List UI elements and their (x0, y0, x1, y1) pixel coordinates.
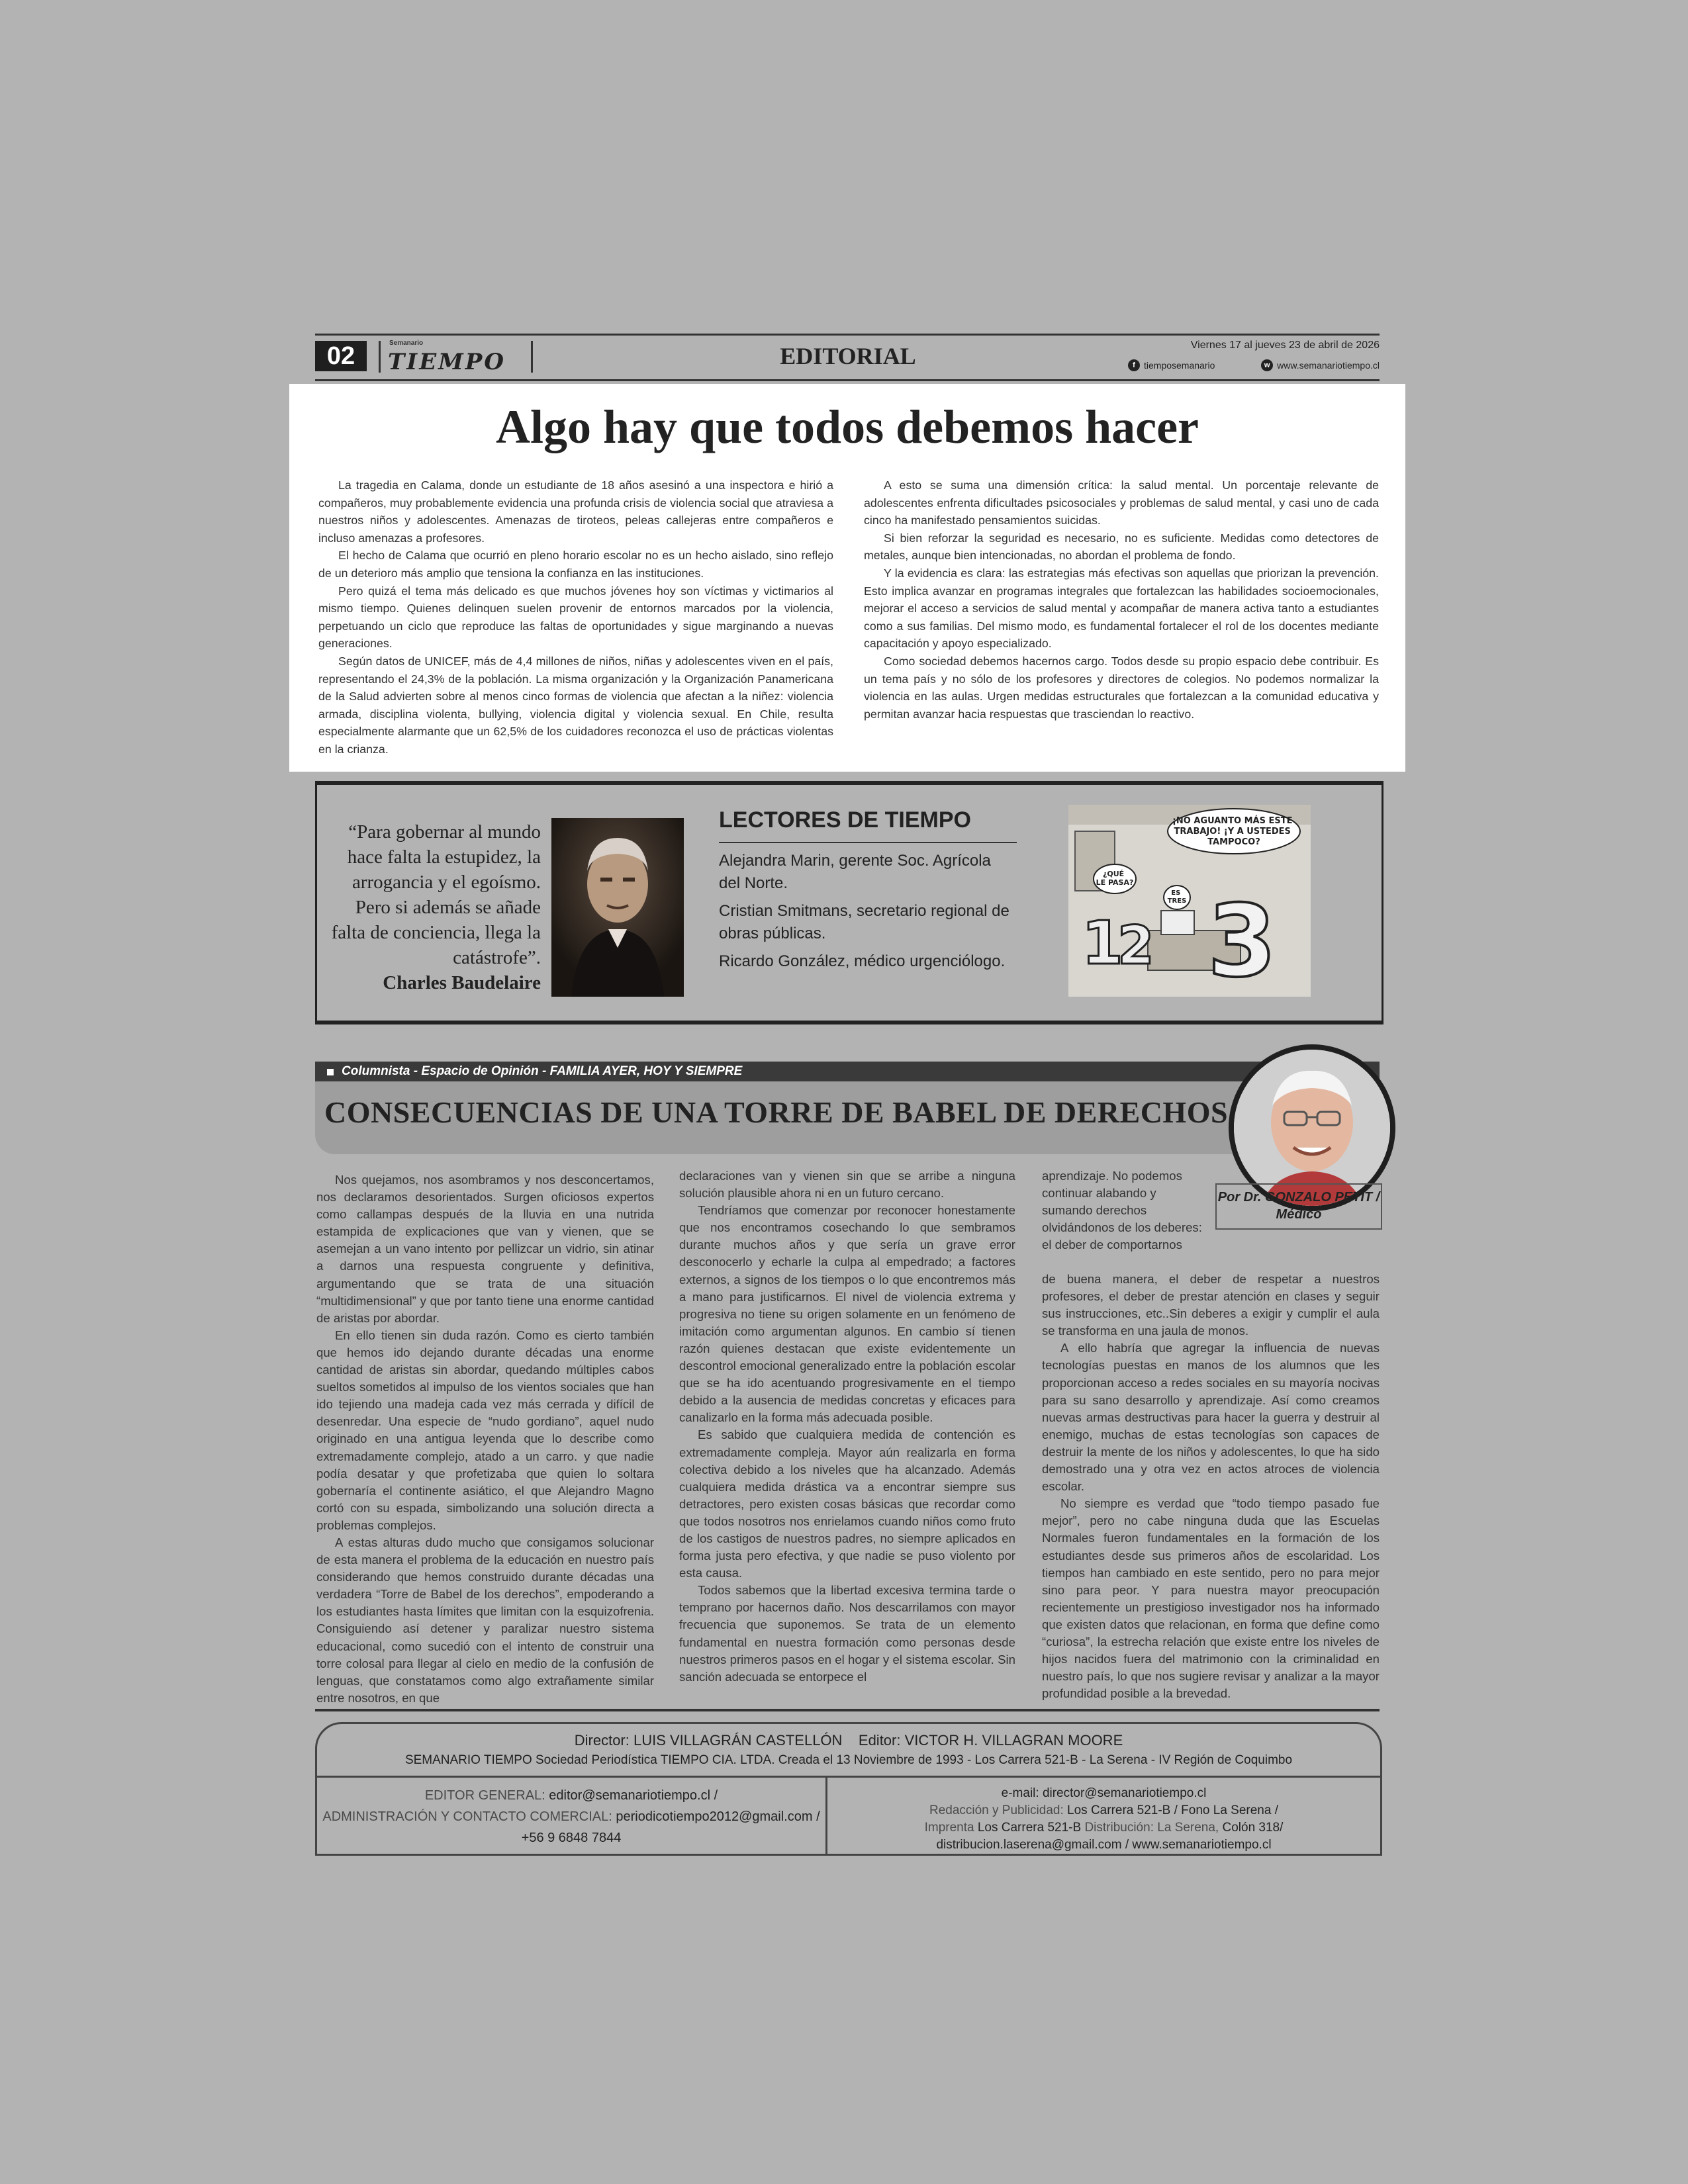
editor: Editor: VICTOR H. VILLAGRAN MOORE (858, 1732, 1123, 1749)
admin-label: ADMINISTRACIÓN Y CONTACTO COMERCIAL: (322, 1809, 612, 1824)
imprenta-address: Los Carrera 521-B (977, 1821, 1082, 1835)
distribucion-address: Colón 318/ (1222, 1821, 1284, 1835)
distribucion-web: distribucion.laserena@gmail.com / www.semanariotiempo.cl (936, 1838, 1272, 1852)
list-item: Ricardo González, médico urgenciólogo. (719, 952, 1006, 970)
lectores-title: LECTORES DE TIEMPO (719, 807, 971, 833)
social-handle-text: tiemposemanario (1144, 360, 1215, 371)
opinion-column-2 (679, 1167, 1015, 1686)
paragraph: Pero quizá el tema más delicado es que muchos jóvenes hoy son víctimas y victimarios al mismo tiempo. Quienes delinquen suelen provenir de entornos marcados por la violencia, perpetuando un ciclo que reproduce las faltas de oportunidades y sigue marginando a nuevas generaciones. (318, 584, 833, 651)
paragraph: Si bien reforzar la seguridad es necesario, no es suficiente. Medidas como detectores de metales, aunque bien intencionadas, no abordan el problema de fondo. (864, 531, 1379, 563)
opinion-column-3-narrow (1042, 1167, 1203, 1253)
director-email: e-mail: director@semanariotiempo.cl (1001, 1786, 1207, 1800)
opinion-title-band (315, 1081, 1380, 1154)
paragraph: Nos quejamos, nos asombramos y nos desconcertamos, nos declaramos desorientados. Surgen oficiosos expertos como callampas después de la lluvia en una nutrida estampida de explicaciones que van y vienen, que se asemejan a un vano intento por pellizcar un vidrio, sin atinar a darnos una respuesta congruente y definitiva, argumentando que se trata de una situación “multidimensional” y que por tanto tiene una enorme cantidad de aristas por abordar. (316, 1173, 654, 1325)
svg-text:1: 1 (1082, 909, 1123, 978)
quote-lectores-strip (315, 781, 1383, 1024)
section-title: EDITORIAL (780, 343, 916, 369)
footer-divider (315, 1709, 1380, 1711)
editorial-title: Algo hay que todos debemos hacer (495, 400, 1199, 453)
redaccion-label: Redacción y Publicidad: (929, 1803, 1064, 1817)
director: Director: LUIS VILLAGRÁN CASTELLÓN (574, 1732, 843, 1749)
contact-left (317, 1785, 825, 1848)
editorial-block (289, 384, 1405, 772)
social-handle (1128, 359, 1215, 371)
redaccion-address: Los Carrera 521-B / Fono La Serena / (1067, 1803, 1279, 1817)
author-byline (1215, 1183, 1382, 1230)
admin-email: periodicotiempo2012@gmail.com / (616, 1809, 820, 1824)
contact-right (827, 1785, 1380, 1854)
bullet-icon (327, 1069, 334, 1075)
paragraph: Y la evidencia es clara: las estrategias más efectivas son aquellas que priorizan la prevención. Esto implica avanzar en programas integrales que fortalezcan las habilidades socioemocionales, mejorar el acceso a servicios de salud mental y acompañar de manera activa tanto a estudiantes como a sus familias. Del mismo modo, es fundamental fortalecer el rol de los docentes mediante capacitación y apoyo especializado. (864, 566, 1379, 651)
paragraph: La tragedia en Calama, donde un estudiante de 18 años asesinó a una inspectora e hirió a compañeros, muy probablemente evidencia una profunda crisis de violencia social que atraviesa a nuestros niños y adolescentes. Amenazas de tiroteos, peleas callejeras entre compañeros e incluso amenazas a profesores. (318, 478, 833, 545)
website-text: www.semanariotiempo.cl (1277, 360, 1380, 371)
facebook-icon: f (1128, 359, 1140, 371)
quote-author: Charles Baudelaire (383, 972, 541, 993)
svg-text:3: 3 (1207, 884, 1277, 997)
paragraph: Tendríamos que comenzar por reconocer honestamente que nos encontramos cosechando lo que sembramos durante muchos años y que sería un grave error desconocerlo y echarle la culpa al empedrado; a factores externos, a signos de los tiempos o lo que encontremos más a mano para justificarnos. El nivel de violencia extrema y progresiva no tiene su origen solamente en un fenómeno de imitación como argumentan algunos. En cambio sí tienen razón quienes destacan que existe evidentemente un descontrol emocional generalizado entre la población escolar que se ha ido acentuando progresivamente en el tiempo debido a la ausencia de medidas concretas y eficaces para canalizarlo en la forma más adecuada posible. (679, 1203, 1015, 1425)
svg-text:2: 2 (1117, 915, 1154, 976)
paragraph: El hecho de Calama que ocurrió en pleno horario escolar no es un hecho aislado, sino reflejo de un deterioro más amplio que tensiona la confianza en las instituciones. (318, 549, 833, 580)
editor-general-label: EDITOR GENERAL: (424, 1788, 545, 1803)
imprenta-label: Imprenta (924, 1821, 974, 1835)
list-item: Alejandra Marin, gerente Soc. Agrícola del Norte. (719, 852, 991, 892)
distribucion-label: Distribución: La Serena, (1084, 1821, 1219, 1835)
paragraph: A ello habría que agregar la influencia de nuevas tecnologías puestas en manos de los alumnos que les proporcionan acceso a redes sociales en su mayoría nocivas para su sano desarrollo y aprendizaje. Así como creamos nuevas armas destructivas para hacer la guerra y destruir al enemigo, muchas de estas tecnologías son capaces de destruir la mente de los niños y adolescentes, lo que ha sido demostrado una y otra vez en actos atroces de violencia escolar. (1042, 1341, 1380, 1494)
list-item: Cristian Smitmans, secretario regional de obras públicas. (719, 902, 1009, 942)
divider (719, 842, 1017, 843)
paragraph: A estas alturas dudo mucho que consigamos solucionar de esta manera el problema de la educación en nuestro país considerando que hemos construido durante décadas una verdadera “Torre de Babel de los derechos”, empoderando a los estudiantes hasta límites que limitan con la esquizofrenia. Consiguiendo así detener y paralizar nuestro sistema educacional, como sucedió con el intento de construir una torre colosal para llegar al cielo en medio de la confusión de lenguas, que constatamos como algo extrañamente similar entre nosotros, en que (316, 1535, 654, 1705)
paragraph: No siempre es verdad que “todo tiempo pasado fue mejor”, pero no cabe ninguna duda que las Escuelas Normales fueron fundamentales en la formación de los estudiantes desde sus primeros años de escolaridad. Los tiempos han cambiado en este sentido, pero no para mejor sino para peor. Y para nuestra mayor preocupación recientemente un prestigioso investigador nos ha informado que existen datos que relacionan, en forma que define como “curiosa”, la estrecha relación que existe entre los niveles de hijos nacidos fuera del matrimonio con la criminalidad en nuestro país, lo que nos sugiere revisar y analizar a la mayor profundidad posible a la brevedad. (1042, 1496, 1380, 1701)
paragraph: Según datos de UNICEF, más de 4,4 millones de niños, niñas y adolescentes viven en el país, representando el 24,3% de la población. La misma organización y la Organización Panamericana de la Salud advierten sobre al menos cinco formas de violencia que afectan a la niñez: violencia armada, disciplina violenta, bullying, violencia digital y violencia sexual. En Chile, resulta especialmente alarmante que un 62,5% de los cuidadores reconozca el uso de prácticas violentas en la crianza. (318, 654, 833, 756)
paragraph: declaraciones van y vienen sin que se arribe a ninguna solución plausible ahora ni en un futuro cercano. (679, 1169, 1015, 1201)
page-number: 02 (315, 341, 367, 371)
cartoon (1068, 805, 1311, 997)
phone: +56 9 6848 7844 (521, 1831, 622, 1845)
masthead-footer (315, 1722, 1382, 1856)
page-header (315, 334, 1380, 381)
brand-subtitle: Semanario (389, 340, 424, 347)
columnist-bar-text: Columnista - Espacio de Opinión - FAMILIA AYER, HOY Y SIEMPRE (342, 1064, 743, 1078)
cartoon-bubble-main: ¡NO AGUANTO MÁS ESTE TRABAJO! ¡Y A USTEDES TAMPOCO? (1172, 816, 1293, 847)
quote (330, 819, 541, 995)
editor-general-email: editor@semanariotiempo.cl / (549, 1788, 718, 1803)
company-line: SEMANARIO TIEMPO Sociedad Periodística TIEMPO CIA. LTDA. Creada el 13 Noviembre de 1993 - Los Carrera 521-B - La Serena - IV Región de Coquimbo (404, 1753, 1293, 1767)
columnist-bar (315, 1062, 1380, 1081)
editorial-column-right (864, 477, 1379, 723)
cartoon-bubble-left: ¿QUÉ LE PASA? (1096, 870, 1134, 887)
brand-divider (531, 341, 533, 373)
cartoon-bubble-mid: ES TRES (1167, 889, 1187, 905)
issue-date: Viernes 17 al jueves 23 de abril de 2026 (1190, 340, 1380, 351)
paragraph: Es sabido que cualquiera medida de contención es extremadamente compleja. Mayor aún realizarla en forma colectiva debido a los niveles que ha alcanzado. Además cualquiera medida drástica va a encontrar siempre sus detractores, pero existen cosas básicas que recordar como que todos nosotros nos enrielamos cuando niños como fruto de los castigos de nuestros padres, no siempre aplicados en forma justa pero efectiva, y que nadie se puso violento por esta causa. (679, 1428, 1015, 1580)
opinion-title: CONSECUENCIAS DE UNA TORRE DE BABEL DE DERECHOS (324, 1095, 1229, 1129)
paragraph: A esto se suma una dimensión crítica: la salud mental. Un porcentaje relevante de adolescentes enfrenta dificultades psicosociales y problemas de salud mental, y casi uno de cada cinco ha manifestado pensamientos suicidas. (864, 478, 1379, 527)
divider (317, 1776, 1380, 1778)
paragraph: Como sociedad debemos hacernos cargo. Todos desde su propio espacio debe contribuir. Es un tema país y no sólo de los profesores y directores de colegios. No podemos normalizar la violencia en las aulas. Urgen medidas estructurales que fortalezcan a la comunidad educativa y permitan avanzar hacia respuestas que trasciendan lo reactivo. (864, 654, 1379, 721)
paragraph: de buena manera, el deber de respetar a nuestros profesores, el deber de prestar atención en clases y seguir sus instrucciones, etc..Sin deberes a exigir y cumplir el aula se transforma en una jaula de monos. (1042, 1272, 1380, 1338)
paragraph: En ello tienen sin duda razón. Como es cierto también que hemos ido dejando durante décadas una enorme cantidad de aristas sin abordar, quedando múltiples cabos sueltos sometidos al impulso de los vientos sociales que han ido tejiendo una madeja cada vez más cerrada y difícil de desenredar. Una especie de “nudo gordiano”, aquel nudo originado en una antigua leyenda que lo describe como extremadamente complejo, atado a un carro. y que nadie podía desatar y que profetizaba que quien lo soltara gobernaría el continente asiático, el que Alejandro Magno cortó con su espada, simbolizando una solución directa a problemas complejos. (316, 1328, 654, 1532)
lectores-list (719, 850, 1010, 978)
paragraph: Todos sabemos que la libertad excesiva termina tarde o temprano por hacernos daño. Nos descarrilamos con mayor frecuencia que suponemos. Se trata de un elemento fundamental en nuestra formación como personas desde nuestros primeros pasos en el hogar y el sistema escolar. Sin sanción adecuada se entorpece el (679, 1583, 1015, 1684)
opinion-column-3 (1042, 1271, 1380, 1702)
opinion-column-1 (316, 1171, 654, 1707)
editorial-column-left (318, 477, 833, 758)
brand-divider (379, 341, 381, 373)
brand-logo: TIEMPO (388, 349, 506, 375)
paragraph: aprendizaje. No podemos continuar alabando y sumando derechos olvidándonos de los deberes: el deber de comportarnos (1042, 1169, 1202, 1252)
author-name: Por Dr. GONZALO PETIT / Médico (1217, 1190, 1380, 1222)
quote-text: “Para gobernar al mundo hace falta la estupidez, la arrogancia y el egoísmo. Pero si además se añade falta de conciencia, llega la catástrofe”. (331, 821, 541, 968)
website (1261, 359, 1380, 371)
web-icon: w (1261, 359, 1273, 371)
baudelaire-portrait (551, 818, 684, 997)
staff-line (317, 1732, 1380, 1749)
